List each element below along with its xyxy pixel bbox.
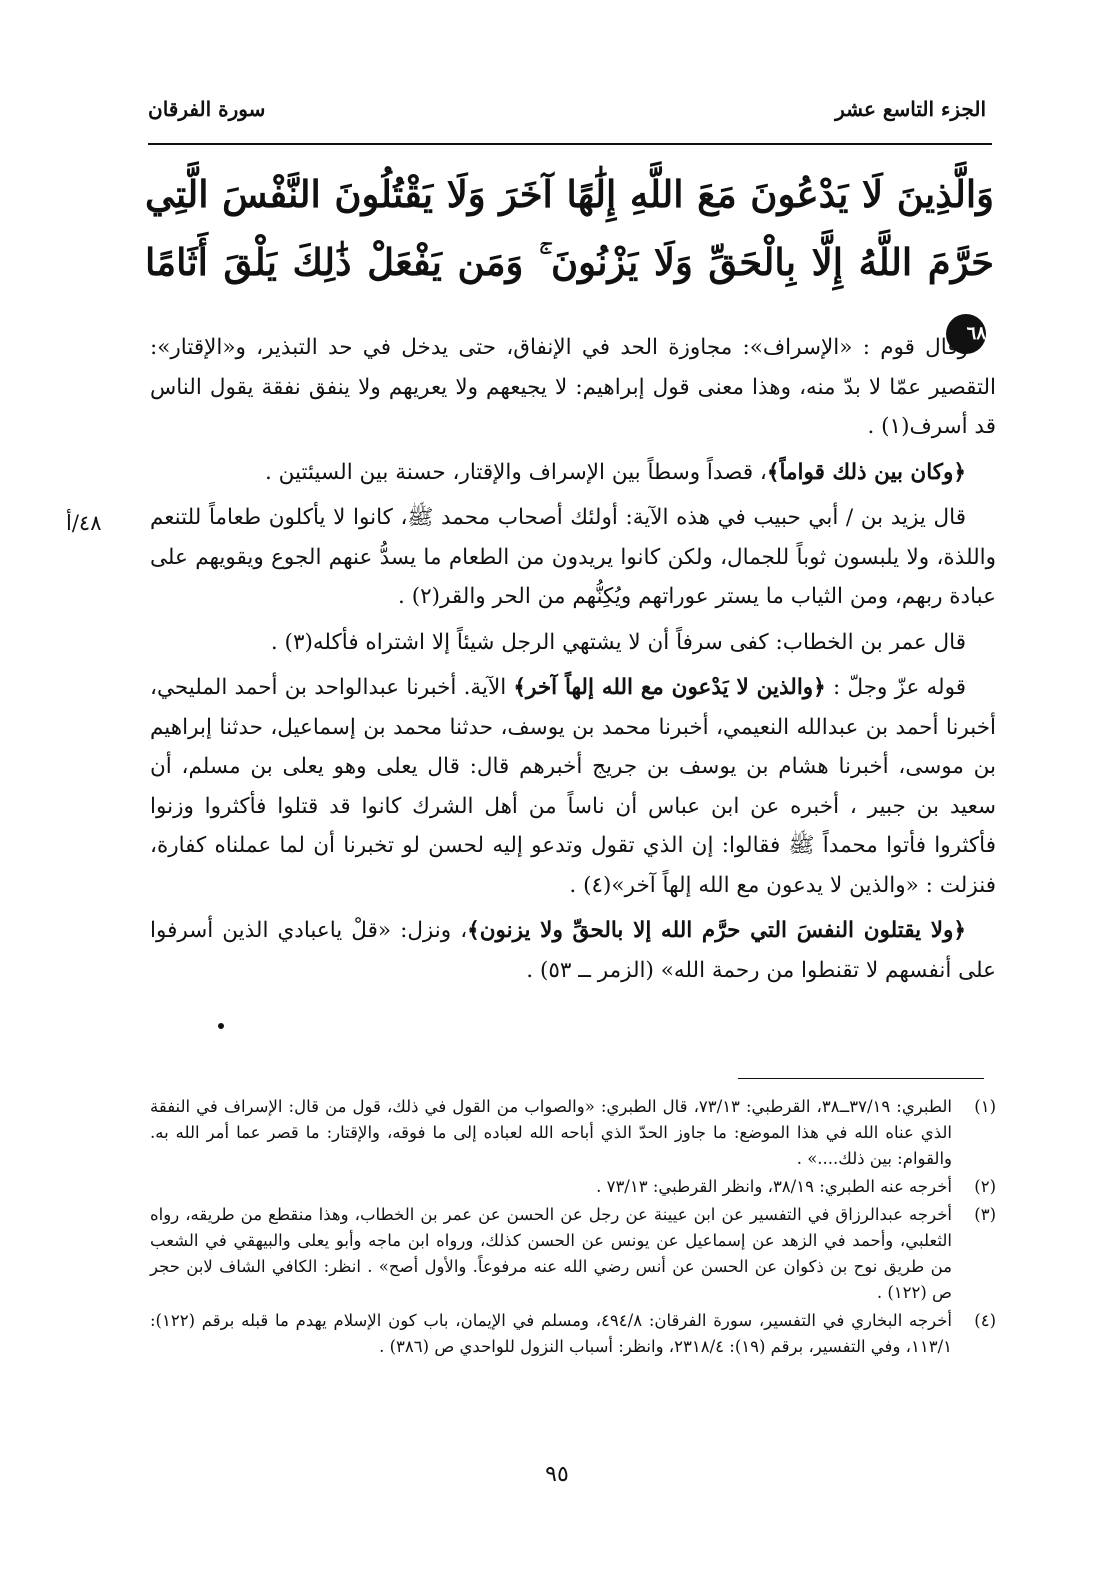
footnote-number: (٤): [974, 1311, 996, 1330]
footnotes: [150, 1094, 996, 1362]
footnote-number: (٣): [974, 1205, 996, 1224]
footnote: [150, 1202, 996, 1306]
manuscript-folio-note: ٤٨/أ: [66, 511, 102, 535]
commentary-body: [150, 328, 996, 996]
footnote-number: (١): [974, 1097, 996, 1116]
quoted-verse: ﴿وكان بين ذلك قواماً﴾: [766, 459, 966, 485]
footnote-text: الطبري: ٣٧/١٩ــ٣٨، القرطبي: ٧٣/١٣، قال الطبري: «والصواب من القول في ذلك، قول من قال: الإسراف في النفقة الذي عناه الله في هذا الموضع: ما جاوز الحدّ الذي أباحه الله لعباده إلى ما فوقه، والإقتار: ما قصر عما أمر الله به. والقوام: بين ذلك....» .: [150, 1097, 952, 1168]
paragraph: قال يزيد بن / أبي حبيب في هذه الآية: أولئك أصحاب محمد ﷺ، كانوا لا يأكلون طعاماً للتنعم واللذة، ولا يلبسون ثوباً للجمال، ولكن كانوا يريدون من الطعام ما يسدُّ عنهم الجوع ويقويهم على عبادة ربهم، ومن الثياب ما يستر عوراتهم ويُكِنُّهم من الحر والقر(٢) .: [150, 505, 996, 609]
footnote-number: (٢): [974, 1177, 996, 1196]
running-header: [148, 92, 986, 126]
footnote-text: أخرجه عنه الطبري: ٣٨/١٩، وانظر القرطبي: ٧٣/١٣ .: [596, 1177, 952, 1196]
footnote: [150, 1308, 996, 1360]
paragraph: قال عمر بن الخطاب: كفى سرفاً أن لا يشتهي الرجل شيئاً إلا اشتراه فأكله(٣) .: [270, 629, 966, 655]
footnote: [150, 1094, 996, 1172]
page-number: ٩٥: [545, 1462, 569, 1487]
footnote-text: أخرجه عبدالرزاق في التفسير عن ابن عيينة عن رجل عن الحسن عن عمر بن الخطاب، وهذا منقطع من طريقه، رواه الثعلبي، وأحمد في الزهد عن إسماعيل عن يونس عن الحسن كذلك، ورواه ابن ماجه وأبو يعلى والبيهقي في الشعب من طريق نوح بن ذكوان عن الحسن عن أنس رضي الله عنه مرفوعاً. والأول أصح» . انظر: الكافي الشاف لابن حجر ص (١٢٢) .: [150, 1205, 952, 1302]
header-surah: سورة الفرقان: [148, 97, 266, 121]
verse-text: وَالَّذِينَ لَا يَدْعُونَ مَعَ اللَّهِ إِلَٰهًا آخَرَ وَلَا يَقْتُلُونَ النَّفْسَ الَّتِي حَرَّمَ اللَّهُ إِلَّا بِالْحَقِّ وَلَا يَزْنُونَ ۚ وَمَن يَفْعَلْ ذَٰلِكَ يَلْقَ أَثَامًا: [145, 172, 994, 284]
header-rule: [148, 143, 992, 145]
quoted-verse: ﴿والذين لا يَدْعون مع الله إلهاً آخر﴾: [513, 675, 826, 700]
footnote-rule: [738, 1078, 984, 1079]
paragraph: ﴿ولا يقتلون النفسَ التي حرَّم الله إلا بالحقِّ ولا يزنون﴾، ونزل: «قلْ ياعبادي الذين أسرفوا على أنفسهم لا تقنطوا من رحمة الله» (الزمر ــ ٥٣) .: [150, 918, 996, 983]
footnote-text: أخرجه البخاري في التفسير، سورة الفرقان: ٤٩٤/٨، ومسلم في الإيمان، باب كون الإسلام يهدم ما قبله برقم (١٢٢): ١١٣/١، وفي التفسير، برقم (١٩): ٢٣١٨/٤، وانظر: أسباب النزول للواحدي ص (٣٨٦) .: [150, 1311, 952, 1356]
quoted-verse: ﴿ولا يقتلون النفسَ التي حرَّم الله إلا بالحقِّ ولا يزنون﴾: [467, 918, 966, 943]
ayah-number-badge: ٦٨: [946, 314, 986, 354]
paragraph: قوله عزّ وجلّ : ﴿والذين لا يَدْعون مع الله إلهاً آخر﴾ الآية. أخبرنا عبدالواحد بن أحمد المليحي، أخبرنا أحمد بن عبدالله النعيمي، أخبرنا محمد بن يوسف، حدثنا محمد بن إسماعيل، حدثنا إبراهيم بن موسى، أخبرنا هشام بن يوسف بن جريج أخبرهم قال: قال يعلى وهو يعلى بن مسلم، أن سعيد بن جبير ، أخبره عن ابن عباس أن ناساً من أهل الشرك كانوا قد قتلوا فأكثروا وزنوا فأكثروا فأتوا محمداً ﷺ فقالوا: إن الذي تقول وتدعو إليه لحسن لو تخبرنا أن لما عملناه كفارة، فنزلت : «والذين لا يدعون مع الله إلهاً آخر»(٤) .: [150, 675, 996, 898]
stray-dot: [218, 1023, 224, 1029]
footnote: [150, 1174, 996, 1200]
paragraph: وقال قوم : «الإسراف»: مجاوزة الحد في الإنفاق، حتى يدخل في حد التبذير، و«الإقتار»: التقصير عمّا لا بدّ منه، وهذا معنى قول إبراهيم: لا يجيعهم ولا يعريهم ولا ينفق نفقة يقول الناس قد أسرف(١) .: [150, 335, 996, 439]
header-part: الجزء التاسع عشر: [835, 97, 986, 121]
paragraph: ﴿وكان بين ذلك قواماً﴾، قصداً وسطاً بين الإسراف والإقتار، حسنة بين السيئتين .: [265, 459, 966, 485]
